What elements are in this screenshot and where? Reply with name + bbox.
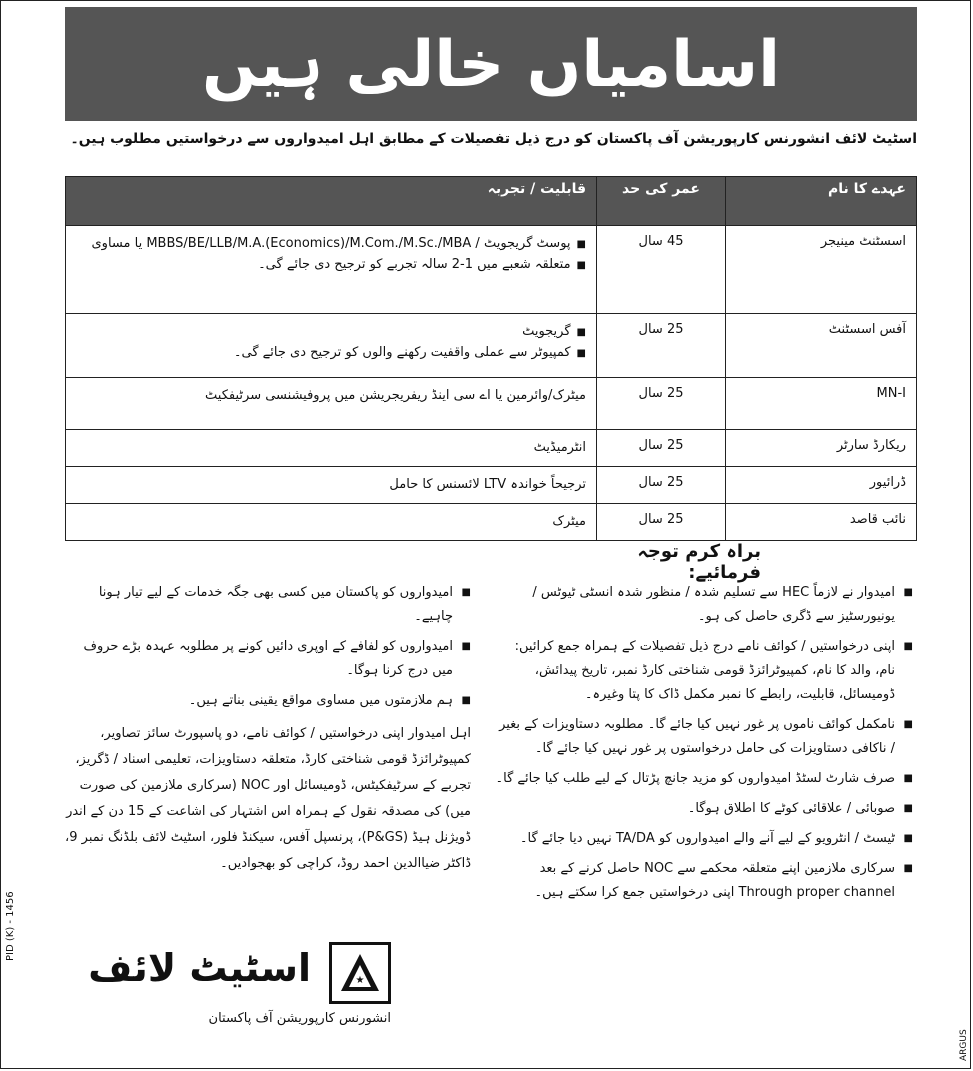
logo-subtitle: انشورنس کارپوریشن آف پاکستان bbox=[208, 1011, 391, 1026]
svg-text:★: ★ bbox=[355, 975, 365, 986]
table-row bbox=[66, 430, 917, 467]
post-cell: نائب قاصد bbox=[726, 504, 917, 541]
header-post: عہدے کا نام bbox=[726, 177, 917, 226]
note-item: ■ امیدوار نے لازماً HEC سے تسلیم شدہ / منظور شدہ انسٹی ٹیوٹس / یونیورسٹیز سے ڈگری حاصل کی ہو۔ bbox=[493, 581, 913, 629]
banner-title: اسامیاں خالی ہیں bbox=[201, 27, 781, 102]
age-cell: 25 سال bbox=[597, 504, 726, 541]
table-row bbox=[66, 504, 917, 541]
vacancies-table bbox=[65, 176, 917, 541]
qualification-item: ■ کمپیوٹر سے عملی واقفیت رکھنے والوں کو ترجیح دی جائے گی۔ bbox=[76, 343, 586, 364]
qualification-item: انٹرمیڈیٹ bbox=[533, 440, 586, 455]
qualification-cell bbox=[66, 378, 597, 430]
note-item: ■ ٹیسٹ / انٹرویو کے لیے آنے والے امیدواروں کو TA/DA نہیں دیا جائے گا۔ bbox=[493, 827, 913, 851]
header-age: عمر کی حد bbox=[597, 177, 726, 226]
qualification-cell bbox=[66, 504, 597, 541]
table-row bbox=[66, 226, 917, 314]
notes-left-column bbox=[61, 581, 471, 877]
post-cell: ڈرائیور bbox=[726, 467, 917, 504]
header-qualification: قابلیت / تجربہ bbox=[66, 177, 597, 226]
age-cell: 45 سال bbox=[597, 226, 726, 314]
post-cell: اسسٹنٹ مینیجر bbox=[726, 226, 917, 314]
notes-right-column bbox=[493, 581, 913, 911]
pid-code: PID (K) - 1456 bbox=[5, 891, 16, 961]
qualification-item: میٹرک/وائرمین یا اے سی اینڈ ریفریجریشن میں پروفیشنسی سرٹیفکیٹ bbox=[205, 388, 586, 403]
logo-name: اسٹیٹ لائف bbox=[88, 946, 311, 990]
table-row bbox=[66, 378, 917, 430]
age-cell: 25 سال bbox=[597, 378, 726, 430]
age-cell: 25 سال bbox=[597, 430, 726, 467]
application-instructions: اہل امیدوار اپنی درخواستیں / کوائف نامے، دو پاسپورٹ سائز تصاویر، کمپیوٹرائزڈ قومی شناختی کارڈ، متعلقہ دستاویزات، تعلیمی اسناد / ڈگریز، تجربے کے سرٹیفکیٹس، ڈومیسائل اور NOC (سرکاری ملازمین کی صورت میں) کی مصدقہ نقول کے ہمراہ اس اشتہار کی اشاعت کے 15 دن کے اندر ڈویژنل ہیڈ (P&GS)، پرنسپل آفس، سیکنڈ فلور، اسٹیٹ لائف بلڈنگ نمبر 9، ڈاکٹر ضیاالدین احمد روڈ، کراچی کو بھجوادیں۔ bbox=[65, 726, 471, 871]
post-cell: ریکارڈ سارٹر bbox=[726, 430, 917, 467]
state-life-emblem-icon bbox=[329, 942, 391, 1004]
qualification-item: ■ گریجویٹ bbox=[76, 322, 586, 343]
qualification-cell bbox=[66, 467, 597, 504]
note-item: ■ سرکاری ملازمین اپنے متعلقہ محکمے سے NOC حاصل کرنے کے بعد Through proper channel اپنی درخواستیں جمع کرا سکتے ہیں۔ bbox=[493, 857, 913, 905]
note-item: ■ امیدواروں کو لفافے کے اوپری دائیں کونے پر مطلوبہ عہدہ بڑے حروف میں درج کرنا ہوگا۔ bbox=[61, 635, 471, 683]
age-cell: 25 سال bbox=[597, 314, 726, 378]
table-row bbox=[66, 467, 917, 504]
note-item: ■ صرف شارٹ لسٹڈ امیدواروں کو مزید جانچ پڑتال کے لیے طلب کیا جائے گا۔ bbox=[493, 767, 913, 791]
table-header-row bbox=[66, 177, 917, 226]
qualification-cell bbox=[66, 314, 597, 378]
vacancies-banner bbox=[65, 7, 917, 121]
qualification-item: ■ متعلقہ شعبے میں 1-2 سالہ تجربے کو ترجیح دی جائے گی۔ bbox=[76, 255, 586, 276]
note-item: ■ امیدواروں کو پاکستان میں کسی بھی جگہ خدمات کے لیے تیار ہونا چاہیے۔ bbox=[61, 581, 471, 629]
qualification-cell bbox=[66, 226, 597, 314]
notes-heading: براہ کرم توجہ فرمائیے: bbox=[637, 541, 761, 583]
post-cell: آفس اسسٹنٹ bbox=[726, 314, 917, 378]
qualification-cell bbox=[66, 430, 597, 467]
note-item: ■ اپنی درخواستیں / کوائف نامے درج ذیل تفصیلات کے ہمراہ جمع کرائیں: نام، والد کا نام، کمپیوٹرائزڈ قومی شناختی کارڈ نمبر، تاریخ پیدائش، ڈومیسائل، قابلیت، رابطے کا نمبر مکمل ڈاک کا پتا وغیرہ۔ bbox=[493, 635, 913, 707]
note-item: ■ صوبائی / علاقائی کوٹے کا اطلاق ہوگا۔ bbox=[493, 797, 913, 821]
qualification-item: ترجیحاً خواندہ LTV لائسنس کا حامل bbox=[389, 477, 586, 492]
age-cell: 25 سال bbox=[597, 467, 726, 504]
post-cell: MN-I bbox=[726, 378, 917, 430]
qualification-item: ■ پوسٹ گریجویٹ / MBBS/BE/LLB/M.A.(Economics)/M.Com./M.Sc./MBA یا مساوی bbox=[76, 234, 586, 255]
note-item: ■ نامکمل کوائف ناموں پر غور نہیں کیا جائے گا۔ مطلوبہ دستاویزات کے بغیر / ناکافی دستاویزات کی حامل درخواستوں پر غور نہیں کیا جائے گا۔ bbox=[493, 713, 913, 761]
intro-text: اسٹیٹ لائف انشورنس کارپوریشن آف پاکستان کو درج ذیل تفصیلات کے مطابق اہل امیدواروں سے درخواستیں مطلوب ہیں۔ bbox=[70, 131, 917, 147]
note-item: ■ ہم ملازمتوں میں مساوی مواقع یقینی بناتے ہیں۔ bbox=[61, 689, 471, 713]
qualification-item: میٹرک bbox=[552, 514, 586, 529]
table-row bbox=[66, 314, 917, 378]
state-life-logo bbox=[61, 936, 391, 1046]
agency-name: ARGUS bbox=[959, 1029, 969, 1061]
